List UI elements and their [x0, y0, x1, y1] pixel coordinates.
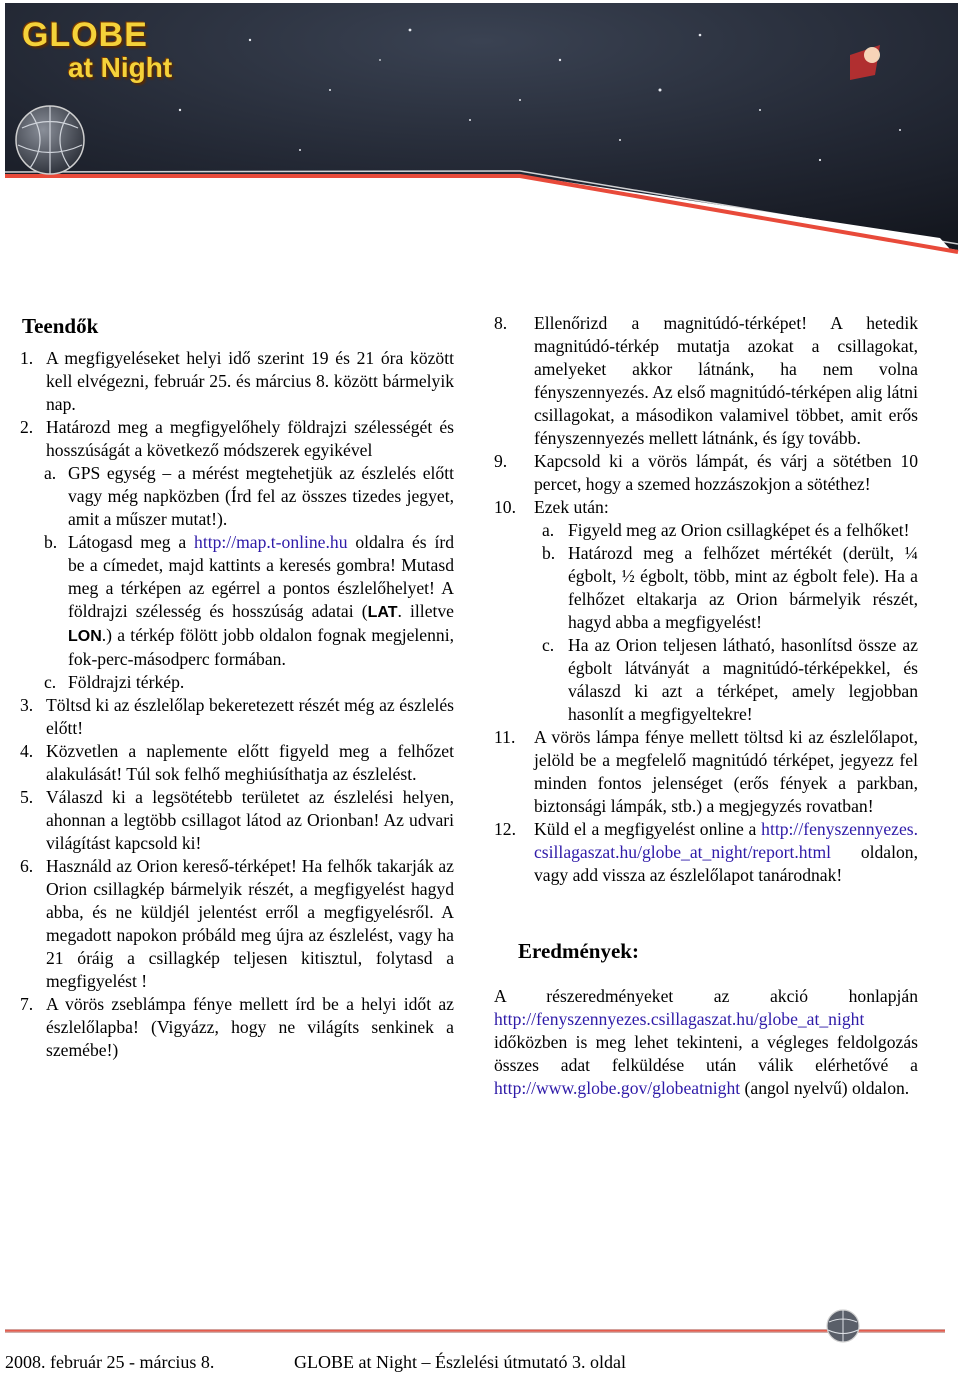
text-part: időközben is meg lehet tekinteni, a végleges feldolgozás összes adat felküldése után válik elérhetővé a [494, 1032, 918, 1075]
footer-divider [5, 1329, 945, 1333]
item-text: Használd az Orion kereső-térképet! Ha felhők takarják az Orion csillagkép bármelyik részét, a megfigyelést hagyd abba, és ne küldjél jelentést erről a megfigyelésről. A megadott napokon próbáld meg újra az észlelést, vagy ha 21 óráig a csillagkép teljesen kitisztul, folytasd a megfigyelést ! [46, 856, 454, 991]
item-number: 9. [494, 451, 508, 471]
globe-gov-link[interactable]: http://www.globe.gov/globeatnight [494, 1078, 741, 1098]
sub-item-letter: c. [44, 672, 57, 692]
sub-item-10c [542, 634, 918, 726]
header-banner [0, 0, 960, 300]
item-text: Kapcsold ki a vörös lámpát, és várj a sötétben 10 percet, hogy a szemed hozzászokjon a sötéthez! [534, 451, 918, 494]
item-number: 3. [20, 695, 34, 715]
text-part: .) a térkép fölött jobb oldalon fognak megjelenni, fok-perc-másodperc formában. [68, 625, 454, 669]
item-text: Válaszd ki a legsötétebb területet az észlelési helyen, ahonnan a legtöbb csillagot látod az Orionban! Az udvari világítást kapcsold ki! [46, 787, 454, 853]
list-item-9 [494, 450, 918, 496]
text-part: . illetve [397, 601, 454, 621]
sub-item-text: Figyeld meg az Orion csillagképet és a felhőket! [568, 520, 910, 540]
lat-label: LAT [367, 604, 398, 621]
sub-item-text: Földrajzi térkép. [68, 672, 185, 692]
item-number: 7. [20, 994, 34, 1014]
sub-item-letter: c. [542, 635, 555, 655]
item-number: 8. [494, 313, 508, 333]
results-paragraph [494, 985, 918, 1100]
item-number: 12. [494, 819, 516, 839]
item-text: Töltsd ki az észlelőlap bekeretezett részét még az észlelés előtt! [46, 695, 454, 738]
report-link[interactable]: http://fenyszennyezes.csillagaszat.hu/globe_at_night/report.html [534, 819, 918, 862]
sub-item-letter: a. [44, 463, 57, 483]
left-column [20, 312, 454, 1062]
list-item-8 [494, 312, 918, 450]
item-text: Határozd meg a megfigyelőhely földrajzi szélességét és hosszúságát a következő módszerek egyikével [46, 417, 454, 460]
item-text: A megfigyeléseket helyi idő szerint 19 és 21 óra között kell elvégezni, február 25. és március 8. között bármelyik nap. [46, 348, 454, 414]
list-item-1 [20, 347, 454, 416]
globe-logo-icon [818, 1304, 868, 1344]
sub-item-2c [44, 671, 454, 694]
globe-at-night-logo [22, 18, 172, 82]
item-text: A vörös lámpa fénye mellett töltsd ki az észlelőlapot, jelöld be a megfelelő magnitúdó térképet, jegyezz fel minden fontos jelenséget (erős fények a parkban, biztonsági lámpák, stb.) a megjegyzés rovatban! [534, 727, 918, 816]
item-text [534, 818, 918, 887]
list-item-4 [20, 740, 454, 786]
logo-line1: GLOBE [22, 16, 148, 54]
item-number: 6. [20, 856, 34, 876]
item-number: 5. [20, 787, 34, 807]
logo-line2: at Night [68, 52, 173, 83]
text-part: A részeredményeket az akció honlapján [494, 986, 918, 1006]
list-item-6 [20, 855, 454, 993]
text-part: Küld el a megfigyelést online a [534, 819, 762, 839]
section-title-teendok: Teendők [22, 314, 99, 338]
item-number: 1. [20, 348, 34, 368]
list-item-11 [494, 726, 918, 818]
text-part: (angol nyelvű) oldalon. [740, 1078, 910, 1098]
footer-date: 2008. február 25 - március 8. [5, 1352, 215, 1372]
list-item-5 [20, 786, 454, 855]
sub-item-letter: b. [542, 543, 556, 563]
sub-item-2a [44, 462, 454, 531]
sub-item-10b [542, 542, 918, 634]
sub-item-2b [44, 531, 454, 671]
list-item-3 [20, 694, 454, 740]
text-part: Látogasd meg a [68, 532, 195, 552]
map-t-online-link[interactable]: http://map.t-online.hu [194, 532, 348, 552]
sub-item-text: Ha az Orion teljesen látható, hasonlítsd össze az égbolt látványát a magnitúdó-térképekkel, és válaszd ki azt a térképet, amely legjobban hasonlít a megfigyeltekre! [568, 635, 918, 724]
sub-item-text [68, 531, 454, 671]
sub-item-letter: b. [44, 532, 58, 552]
list-item-12 [494, 818, 918, 887]
item-text: Közvetlen a naplemente előtt figyeld meg a felhőzet alakulását! Túl sok felhő meghiúsíthatja az észlelést. [46, 741, 454, 784]
sub-item-10a [542, 519, 918, 542]
sub-item-text: Határozd meg a felhőzet mértékét (derült, ¼ égbolt, ½ égbolt, több, mint az égbolt fele). Ha a felhőzet eltakarja az Orion bármelyik részét, hagyd abba a megfigyelést! [568, 543, 918, 632]
list-item-7 [20, 993, 454, 1062]
right-column [494, 312, 918, 1100]
sub-item-text: GPS egység – a mérést megtehetjük az észlelés előtt vagy még napközben (Írd fel az összes tizedes jegyet, amit a műszer mutat!). [68, 463, 454, 529]
section-title-eredmenyek: Eredmények: [518, 939, 639, 963]
item-text: A vörös zseblámpa fénye mellett írd be a helyi időt az észlelőlapba! (Vigyázz, hogy ne világíts senkinek a szemébe!) [46, 994, 454, 1060]
item-number: 11. [494, 727, 516, 747]
item-number: 10. [494, 497, 516, 517]
list-item-10 [494, 496, 918, 519]
text-part: oldalra és írd be a címedet, majd kattints a keresés gombra! Mutasd meg a térképen az egérrel a pontos észlelőhelyet! A földrajzi szélesség és hosszúság adatai ( [68, 532, 454, 621]
sub-item-letter: a. [542, 520, 555, 540]
item-text: Ezek után: [534, 497, 609, 517]
text-part: oldalon, vagy add vissza az észlelőlapot tanárodnak! [534, 842, 918, 885]
lon-label: LON [68, 628, 102, 645]
item-text: Ellenőrizd a magnitúdó-térképet! A hetedik magnitúdó-térkép mutatja azokat a csillagokat, amelyeket akkor látnánk, ha nem volna fényszennyezés. Az első magnitúdó-térképen alig látni csillagokat, a másodikon valamivel többet, amit erős fényszennyezés mellett látnánk, és így tovább. [534, 313, 918, 448]
item-number: 2. [20, 417, 34, 437]
list-item-2 [20, 416, 454, 462]
results-link[interactable]: http://fenyszennyezes.csillagaszat.hu/globe_at_night [494, 1009, 865, 1029]
footer-title: GLOBE at Night – Észlelési útmutató 3. oldal [294, 1352, 626, 1372]
item-number: 4. [20, 741, 34, 761]
